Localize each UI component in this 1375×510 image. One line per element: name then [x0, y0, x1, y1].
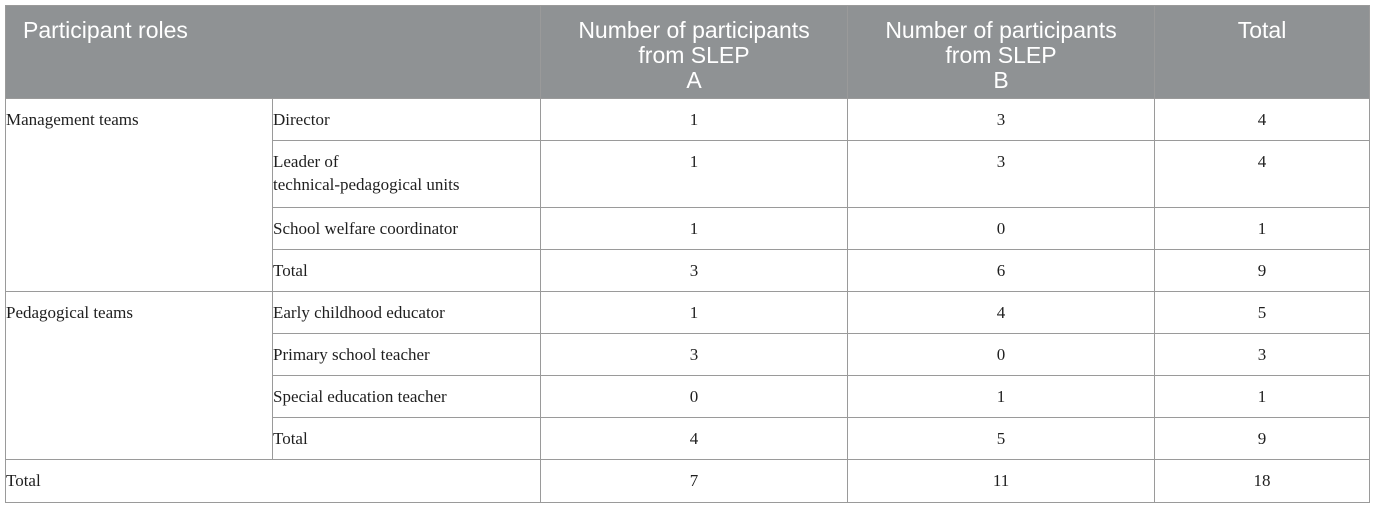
subtotal-label: Total — [273, 418, 541, 460]
header-total: Total — [1155, 6, 1370, 99]
role-cell-line1: Leader of — [273, 152, 339, 171]
grand-total-total: 18 — [1155, 460, 1370, 503]
header-slep-b — [848, 6, 1155, 99]
slep-b-cell: 5 — [848, 418, 1155, 460]
header-slep-a — [541, 6, 848, 99]
slep-a-cell: 1 — [541, 292, 848, 334]
slep-a-cell: 0 — [541, 376, 848, 418]
slep-b-cell: 3 — [848, 99, 1155, 141]
slep-b-cell: 3 — [848, 141, 1155, 208]
subtotal-label: Total — [273, 250, 541, 292]
header-slep-b-line2: from SLEP — [945, 42, 1057, 68]
header-slep-a-line1: Number of participants — [578, 17, 810, 43]
table-row — [6, 99, 1370, 141]
grand-total-b: 11 — [848, 460, 1155, 503]
header-slep-b-line1: Number of participants — [885, 17, 1117, 43]
grand-total-row — [6, 460, 1370, 503]
group-management-teams: Management teams — [6, 99, 273, 292]
header-slep-a-line3: A — [686, 67, 702, 93]
role-cell: Early childhood educator — [273, 292, 541, 334]
slep-a-cell: 3 — [541, 334, 848, 376]
role-cell: Director — [273, 99, 541, 141]
participants-table — [5, 5, 1370, 503]
role-cell-line2: technical-pedagogical units — [273, 175, 460, 194]
slep-a-cell: 1 — [541, 208, 848, 250]
header-slep-a-line2: from SLEP — [638, 42, 750, 68]
total-cell: 4 — [1155, 99, 1370, 141]
total-cell: 1 — [1155, 376, 1370, 418]
slep-b-cell: 0 — [848, 334, 1155, 376]
slep-a-cell: 4 — [541, 418, 848, 460]
grand-total-label: Total — [6, 460, 541, 503]
slep-b-cell: 0 — [848, 208, 1155, 250]
slep-a-cell: 3 — [541, 250, 848, 292]
slep-b-cell: 1 — [848, 376, 1155, 418]
slep-a-cell: 1 — [541, 141, 848, 208]
total-cell: 1 — [1155, 208, 1370, 250]
header-participant-roles: Participant roles — [6, 6, 541, 99]
slep-b-cell: 4 — [848, 292, 1155, 334]
role-cell: Special education teacher — [273, 376, 541, 418]
total-cell: 4 — [1155, 141, 1370, 208]
header-slep-b-line3: B — [993, 67, 1009, 93]
total-cell: 9 — [1155, 250, 1370, 292]
total-cell: 5 — [1155, 292, 1370, 334]
total-cell: 3 — [1155, 334, 1370, 376]
header-row — [6, 6, 1370, 99]
role-cell: Primary school teacher — [273, 334, 541, 376]
table-row — [6, 292, 1370, 334]
total-cell: 9 — [1155, 418, 1370, 460]
role-cell: School welfare coordinator — [273, 208, 541, 250]
slep-a-cell: 1 — [541, 99, 848, 141]
role-cell — [273, 141, 541, 208]
slep-b-cell: 6 — [848, 250, 1155, 292]
grand-total-a: 7 — [541, 460, 848, 503]
group-pedagogical-teams: Pedagogical teams — [6, 292, 273, 460]
